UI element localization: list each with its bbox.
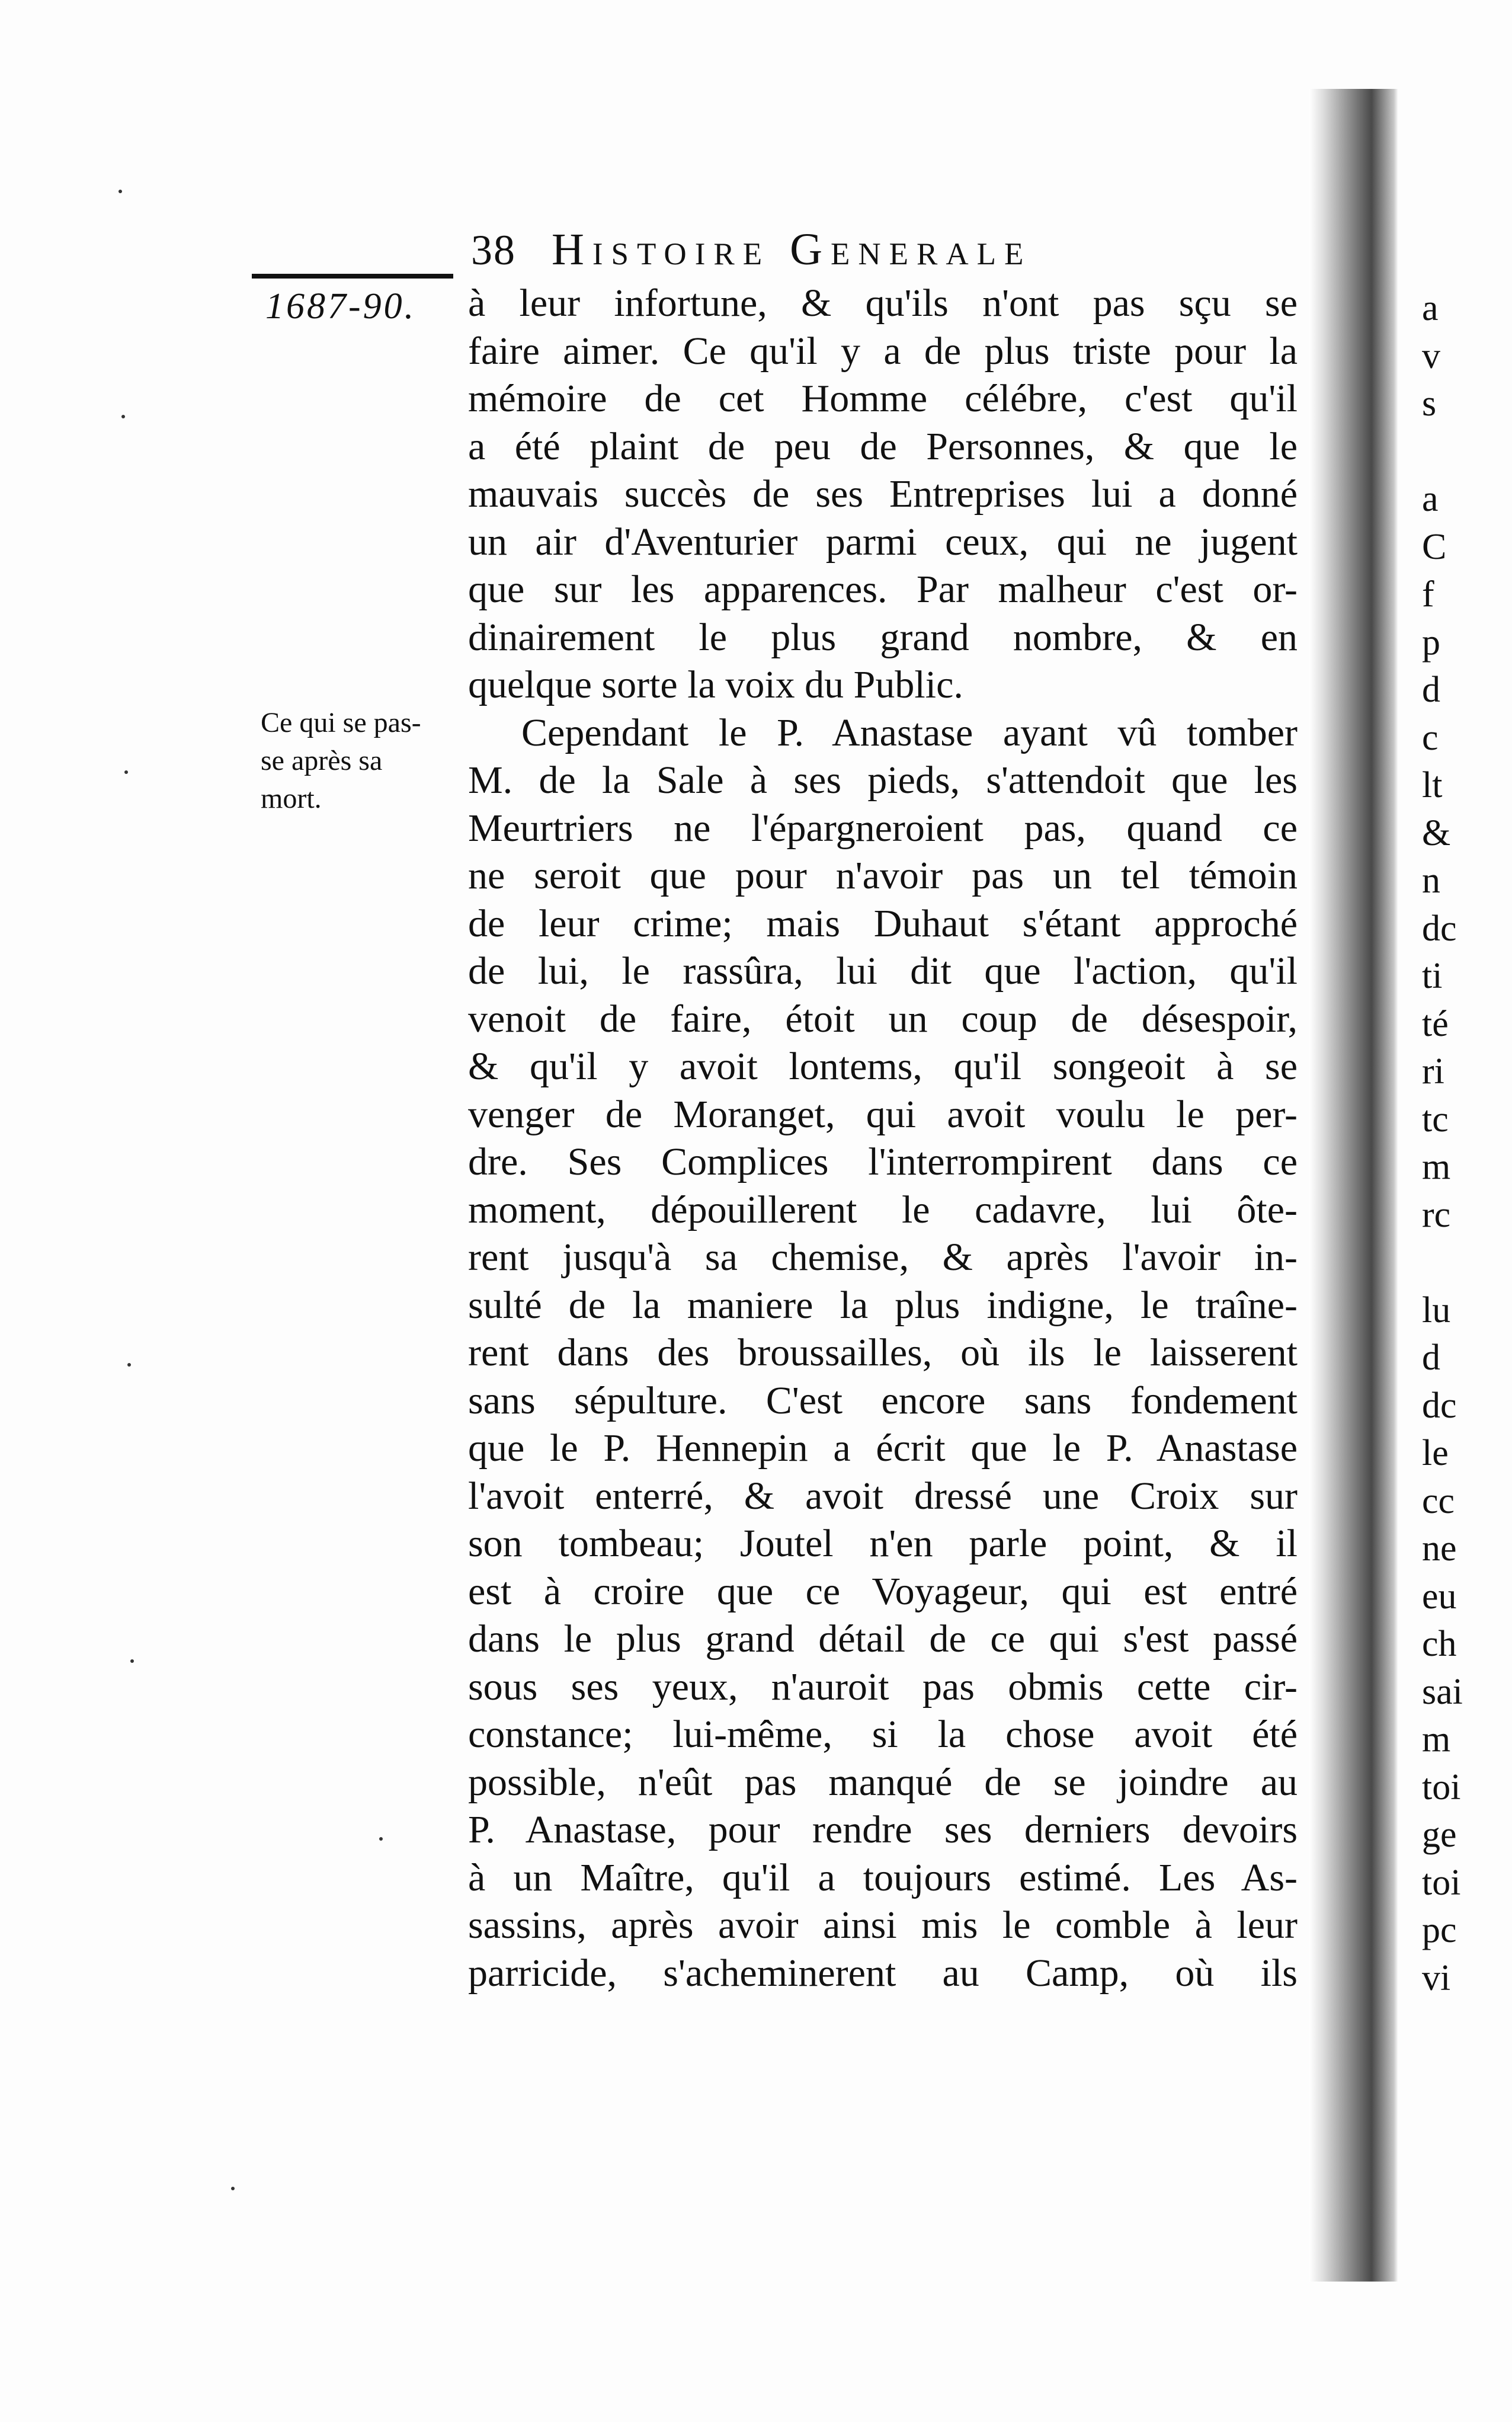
print-speck — [231, 2187, 235, 2190]
print-speck — [379, 1837, 383, 1841]
text-line: dre. Ses Complices l'interrompirent dans ce — [468, 1140, 1298, 1183]
facing-fragment: tc — [1422, 1099, 1449, 1140]
facing-fragment: n — [1422, 860, 1440, 901]
page-header — [471, 224, 1300, 283]
text-line: Cependant le P. Anastase ayant vû tomber — [521, 711, 1298, 754]
facing-fragment: cc — [1422, 1480, 1455, 1521]
facing-fragment: s — [1422, 383, 1437, 424]
facing-fragment: a — [1422, 288, 1439, 328]
text-line: est à croire que ce Voyageur, qui est entré — [468, 1569, 1298, 1613]
text-line: un air d'Aventurier parmi ceux, qui ne jugent — [468, 520, 1298, 564]
facing-fragment: sai — [1422, 1671, 1463, 1712]
sidenote-line: Ce qui se pas- — [261, 707, 421, 738]
facing-fragment: a — [1422, 479, 1439, 519]
text-line: sous ses yeux, n'auroit pas obmis cette cir- — [468, 1665, 1298, 1708]
text-line: moment, dépouillerent le cadavre, lui ôte- — [468, 1188, 1298, 1231]
sidenote-line: mort. — [261, 783, 322, 814]
text-line: rent jusqu'à sa chemise, & après l'avoir in- — [468, 1236, 1298, 1279]
facing-fragment: c — [1422, 717, 1439, 758]
page-number: 38 — [471, 226, 516, 274]
facing-fragment: lt — [1422, 765, 1443, 805]
text-line: mémoire de cet Homme célébre, c'est qu'il — [468, 377, 1298, 420]
text-line: a été plaint de peu de Personnes, & que le — [468, 424, 1298, 468]
text-line: de leur crime; mais Duhaut s'étant approché — [468, 901, 1298, 945]
facing-fragment: p — [1422, 622, 1440, 663]
print-speck — [118, 190, 122, 193]
facing-fragment: m — [1422, 1719, 1451, 1759]
facing-fragment — [1422, 1239, 1512, 1287]
text-line: dans le plus grand détail de ce qui s'est passé — [468, 1617, 1298, 1660]
print-speck — [121, 415, 125, 418]
text-line: rent dans des broussailles, où ils le laisserent — [468, 1331, 1298, 1374]
facing-fragment: ch — [1422, 1624, 1457, 1664]
facing-fragment: dc — [1422, 1385, 1457, 1426]
facing-fragment: vi — [1422, 1957, 1451, 1998]
text-line: faire aimer. Ce qu'il y a de plus triste pour la — [468, 329, 1298, 373]
text-line: P. Anastase, pour rendre ses derniers devoirs — [468, 1808, 1298, 1851]
text-line: venoit de faire, étoit un coup de désespoir, — [468, 997, 1298, 1041]
text-line: que le P. Hennepin a écrit que le P. Anastase — [468, 1426, 1298, 1470]
facing-fragment: f — [1422, 574, 1434, 615]
facing-fragment: rc — [1422, 1194, 1451, 1235]
facing-fragment: dc — [1422, 908, 1457, 949]
running-title: Histoire Generale — [552, 225, 1032, 274]
facing-fragment: m — [1422, 1147, 1451, 1187]
margin-rule — [252, 274, 453, 279]
facing-fragment: té — [1422, 1003, 1449, 1044]
facing-fragment: le — [1422, 1433, 1449, 1473]
facing-fragment: eu — [1422, 1576, 1457, 1617]
facing-fragment: toi — [1422, 1767, 1461, 1807]
text-line: quelque sorte la voix du Public. — [468, 663, 963, 706]
text-line: parricide, s'acheminerent au Camp, où ils — [468, 1951, 1298, 1995]
facing-fragment: C — [1422, 526, 1447, 567]
text-line: l'avoit enterré, & avoit dressé une Croix sur — [468, 1474, 1298, 1518]
facing-fragment: ti — [1422, 956, 1443, 996]
body-text — [468, 280, 1298, 1997]
text-line: ne seroit que pour n'avoir pas un tel témoin — [468, 854, 1298, 897]
facing-fragment: ge — [1422, 1815, 1457, 1855]
facing-fragment: & — [1422, 812, 1451, 853]
text-line: que sur les apparences. Par malheur c'est or- — [468, 568, 1298, 611]
facing-fragment: ri — [1422, 1051, 1444, 1092]
text-line: & qu'il y avoit lontems, qu'il songeoit à se — [468, 1045, 1298, 1088]
facing-fragment: v — [1422, 335, 1440, 376]
facing-fragment: d — [1422, 1338, 1440, 1378]
print-speck — [130, 1659, 134, 1663]
text-line: sulté de la maniere la plus indigne, le traîne- — [468, 1283, 1298, 1327]
facing-page-fragments — [1422, 284, 1512, 2002]
facing-fragment: ne — [1422, 1528, 1457, 1569]
facing-fragment — [1422, 428, 1512, 476]
text-line: son tombeau; Joutel n'en parle point, & il — [468, 1522, 1298, 1565]
print-speck — [124, 770, 128, 774]
text-line: sans sépulture. C'est encore sans fondement — [468, 1378, 1298, 1422]
text-line: mauvais succès de ses Entreprises lui a donné — [468, 472, 1298, 516]
text-line: à leur infortune, & qu'ils n'ont pas sçu se — [468, 281, 1298, 325]
facing-fragment: pc — [1422, 1910, 1457, 1950]
text-line: possible, n'eût pas manqué de se joindre au — [468, 1760, 1298, 1804]
sidenote-line: se après sa — [261, 745, 383, 776]
text-line: dinairement le plus grand nombre, & en — [468, 615, 1298, 659]
margin-date: 1687-90. — [265, 286, 417, 327]
facing-fragment: toi — [1422, 1862, 1461, 1903]
facing-fragment: lu — [1422, 1290, 1451, 1330]
text-line: de lui, le rassûra, lui dit que l'action, qu'il — [468, 949, 1298, 993]
margin-sidenote — [261, 704, 462, 818]
text-line: sassins, après avoir ainsi mis le comble à leur — [468, 1903, 1298, 1947]
text-line: constance; lui-même, si la chose avoit été — [468, 1713, 1298, 1756]
text-line: venger de Moranget, qui avoit voulu le per- — [468, 1092, 1298, 1136]
text-line: M. de la Sale à ses pieds, s'attendoit que les — [468, 759, 1298, 802]
page-gutter-shadow — [1309, 89, 1398, 2282]
text-line: à un Maître, qu'il a toujours estimé. Les As- — [468, 1855, 1298, 1899]
text-line: Meurtriers ne l'épargneroient pas, quand ce — [468, 806, 1298, 850]
facing-fragment: d — [1422, 670, 1440, 710]
print-speck — [127, 1363, 131, 1367]
